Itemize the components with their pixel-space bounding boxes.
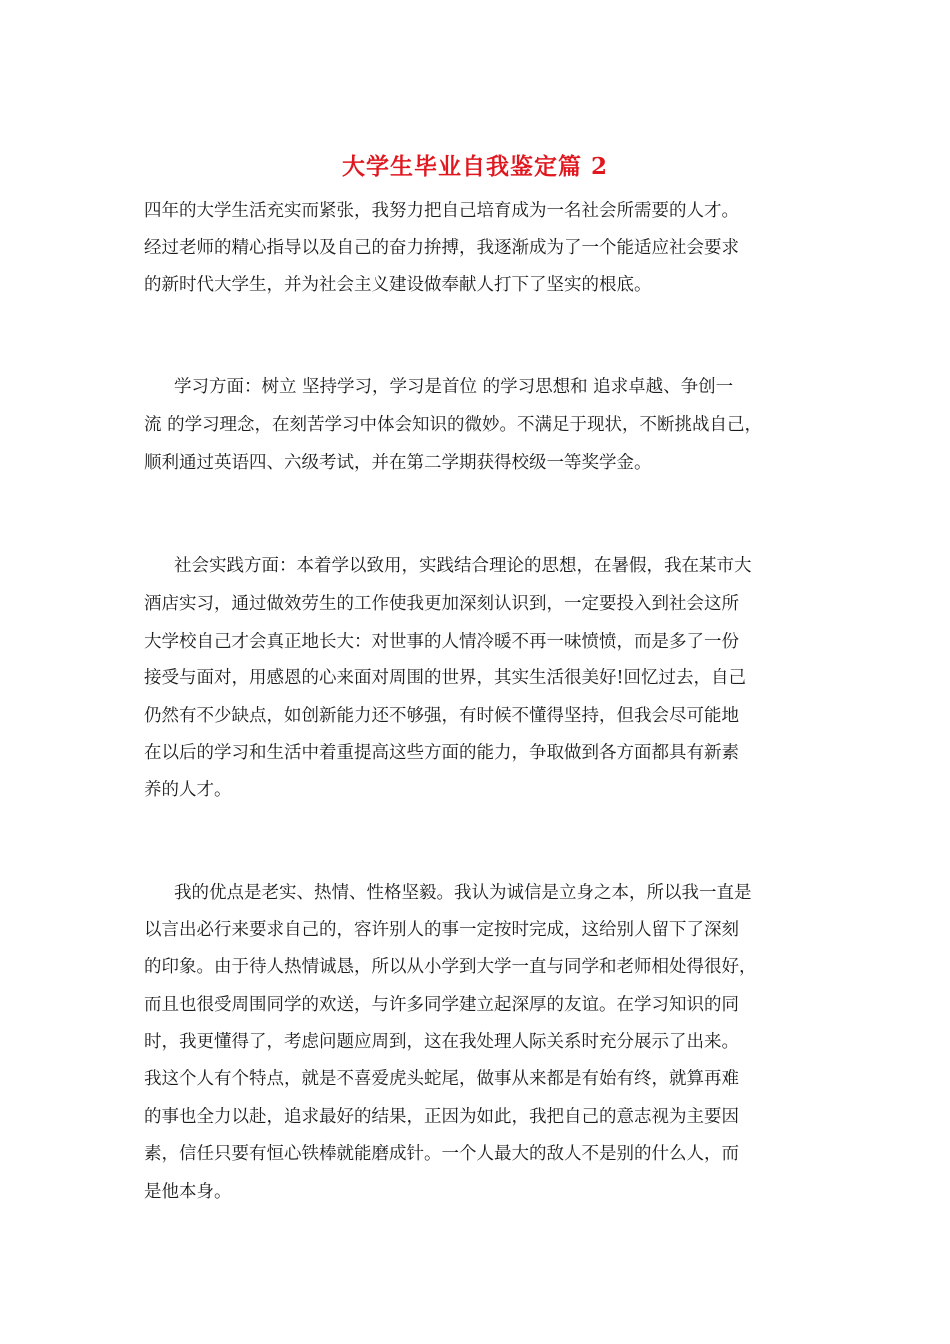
paragraph-line: 时，我更懂得了，考虑问题应周到，这在我处理人际关系时充分展示了出来。 — [144, 1032, 739, 1052]
paragraph-line: 流 的学习理念，在刻苦学习中体会知识的微妙。不满足于现状，不断挑战自己， — [144, 415, 763, 435]
paragraph-line: 酒店实习，通过做效劳生的工作使我更加深刻认识到，一定要投入到社会这所 — [144, 594, 739, 614]
document-title: 大学生毕业自我鉴定篇 2 — [341, 153, 608, 180]
paragraph-line: 社会实践方面：本着学以致用，实践结合理论的思想，在暑假，我在某市大 — [174, 556, 752, 576]
paragraph-line: 养的人才。 — [144, 780, 232, 800]
paragraph-line: 在以后的学习和生活中着重提高这些方面的能力，争取做到各方面都具有新素 — [144, 743, 739, 763]
paragraph-line: 以言出必行来要求自己的，容许别人的事一定按时完成，这给别人留下了深刻 — [144, 920, 739, 940]
paragraph-line: 的事也全力以赴，追求最好的结果，正因为如此，我把自己的意志视为主要因 — [144, 1107, 739, 1127]
paragraph-line: 我的优点是老实、热情、性格坚毅。我认为诚信是立身之本，所以我一直是 — [174, 883, 752, 903]
paragraph-line: 接受与面对，用感恩的心来面对周围的世界，其实生活很美好!回忆过去，自己 — [144, 668, 747, 688]
paragraph-line: 的新时代大学生，并为社会主义建设做奉献人打下了坚实的根底。 — [144, 275, 652, 295]
paragraph-line: 顺利通过英语四、六级考试，并在第二学期获得校级一等奖学金。 — [144, 453, 652, 473]
paragraph-line: 素，信任只要有恒心铁棒就能磨成针。一个人最大的敌人不是别的什么人，而 — [144, 1144, 739, 1164]
paragraph-line: 经过老师的精心指导以及自己的奋力拚搏，我逐渐成为了一个能适应社会要求 — [144, 238, 739, 258]
paragraph-line: 仍然有不少缺点，如创新能力还不够强，有时候不懂得坚持，但我会尽可能地 — [144, 706, 739, 726]
paragraph-line: 是他本身。 — [144, 1182, 232, 1202]
paragraph-line: 而且也很受周围同学的欢送，与许多同学建立起深厚的友谊。在学习知识的同 — [144, 995, 739, 1015]
paragraph-line: 大学校自己才会真正地长大：对世事的人情冷暖不再一味愤愤，而是多了一份 — [144, 632, 739, 652]
paragraph-line: 我这个人有个特点，就是不喜爱虎头蛇尾，做事从来都是有始有终，就算再难 — [144, 1069, 739, 1089]
paragraph-line: 的印象。由于待人热情诚恳，所以从小学到大学一直与同学和老师相处得很好， — [144, 957, 757, 977]
paragraph-line: 学习方面：树立 坚持学习，学习是首位 的学习思想和 追求卓越、争创一 — [174, 377, 734, 397]
paragraph-line: 四年的大学生活充实而紧张，我努力把自己培育成为一名社会所需要的人才。 — [144, 201, 739, 221]
